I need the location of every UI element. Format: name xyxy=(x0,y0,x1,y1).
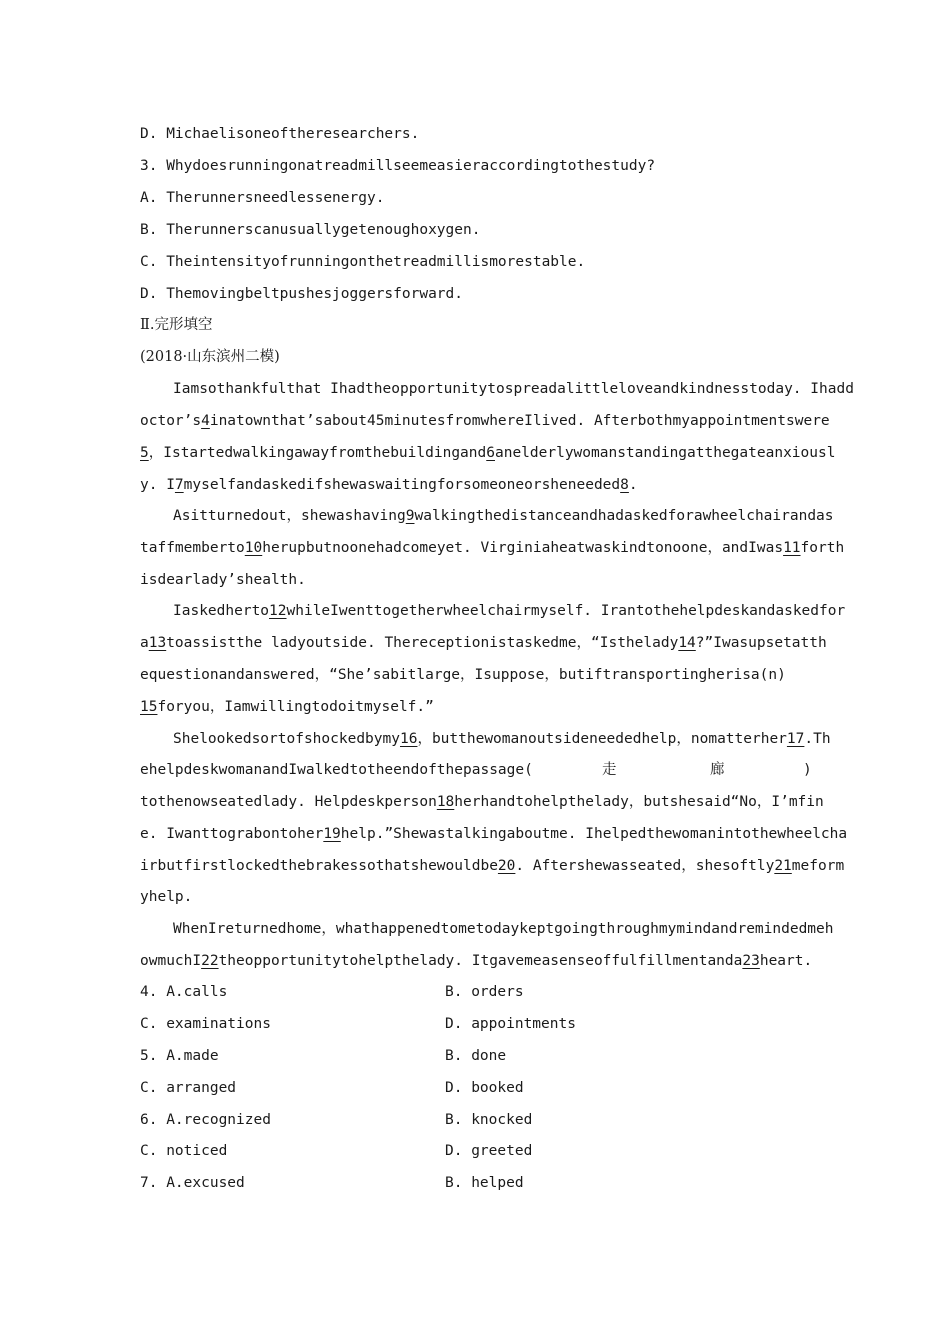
blank-5: 5 xyxy=(140,445,149,461)
option-left: C. examinations xyxy=(140,1016,271,1032)
option-left: 4. A.calls xyxy=(140,984,228,1000)
passage-line: Iaskedherto12whileIwenttogetherwheelchairmyself. Irantothehelpdeskandaskedfor xyxy=(173,603,846,619)
blank-19: 19 xyxy=(323,826,341,842)
option-row xyxy=(140,982,810,1002)
blank-13: 13 xyxy=(148,635,167,651)
blank-22: 22 xyxy=(201,953,219,969)
passage-line: a13toassistthe ladyoutside. Thereceptionistaskedme，“Isthelady14?”Iwasupsetatth xyxy=(140,635,827,651)
passage-line: yhelp. xyxy=(140,889,193,905)
passage-line: equestionandanswered，“She’sabitlarge，Isuppose，butiftransportingherisa(n) xyxy=(140,667,786,683)
passage-line: ehelpdeskwomanandIwalkedtotheendofthepassage( 走 廊 ) xyxy=(140,762,812,778)
passage-line: taffmemberto10herupbutnoonehadcomeyet. Virginiaheatwaskindtonoone，andIwas11forth xyxy=(140,540,845,556)
option-row xyxy=(140,1173,810,1193)
passage-line: y. I7myselfandaskedifshewaswaitingforsomeoneorsheneeded8. xyxy=(140,477,638,493)
option-row xyxy=(140,1014,810,1034)
passage-line: e. Iwanttograbontoher19help.”Shewastalkingaboutme. Ihelpedthewomanintothewheelcha xyxy=(140,826,848,842)
passage-line: octor’s4inatownthat’sabout45minutesfromwhereIlived. Afterbothmyappointmentswere xyxy=(140,413,830,429)
blank-21: 21 xyxy=(774,858,792,874)
q3-option-c: C. Theintensityofrunningonthetreadmillismorestable. xyxy=(140,254,586,270)
option-right: D. appointments xyxy=(445,1016,576,1032)
section-source: (2018·山东滨州二模) xyxy=(140,349,280,365)
q3-option-a: A. Therunnersneedlessenergy. xyxy=(140,190,385,206)
blank-23: 23 xyxy=(742,953,760,969)
passage-line: 5，Istartedwalkingawayfromthebuildingand6anelderlywomanstandingatthegateanxiousl xyxy=(140,445,836,461)
option-left: C. noticed xyxy=(140,1143,228,1159)
blank-6: 6 xyxy=(486,445,495,461)
blank-8: 8 xyxy=(620,477,629,493)
passage-line: Asitturnedout，shewashaving9walkingthedistanceandhadaskedforawheelchairandas xyxy=(173,508,834,524)
blank-15: 15 xyxy=(140,699,158,715)
passage-line: owmuchI22theopportunitytohelpthelady. Itgavemeasenseoffulfillmentanda23heart. xyxy=(140,953,813,969)
blank-17: 17 xyxy=(786,731,805,747)
option-left: 6. A.recognized xyxy=(140,1112,271,1128)
blank-16: 16 xyxy=(399,731,418,747)
passage-line: WhenIreturnedhome，whathappenedtometodaykeptgoingthroughmymindandremindedmeh xyxy=(173,921,834,937)
q3-stem: 3. Whydoesrunningonatreadmillseemeasieraccordingtothestudy? xyxy=(140,158,656,174)
q2-option-d: D. Michaelisoneoftheresearchers. xyxy=(140,126,420,142)
option-left: C. arranged xyxy=(140,1080,237,1096)
option-row xyxy=(140,1141,810,1161)
blank-10: 10 xyxy=(244,540,263,556)
blank-9: 9 xyxy=(405,508,415,524)
blank-18: 18 xyxy=(436,794,455,810)
option-row xyxy=(140,1046,810,1066)
q3-option-d: D. Themovingbeltpushesjoggersforward. xyxy=(140,286,464,302)
option-right: D. booked xyxy=(445,1080,524,1096)
passage-line: Shelookedsortofshockedbymy16，butthewomanoutsideneededhelp，nomatterher17.Th xyxy=(173,731,831,747)
blank-14: 14 xyxy=(678,635,696,651)
option-right: B. done xyxy=(445,1048,507,1064)
option-right: D. greeted xyxy=(445,1143,533,1159)
q3-option-b: B. Therunnerscanusuallygetenoughoxygen. xyxy=(140,222,481,238)
option-row xyxy=(140,1078,810,1098)
blank-4: 4 xyxy=(201,413,210,429)
option-right: B. helped xyxy=(445,1175,524,1191)
option-left: 5. A.made xyxy=(140,1048,219,1064)
passage-line: tothenowseatedlady. Helpdeskperson18herhandtohelpthelady，butshesaid“No，I’mfin xyxy=(140,794,824,810)
passage-line: Iamsothankfulthat Ihadtheopportunitytospreadalittleloveandkindnesstoday. Ihadd xyxy=(173,381,854,397)
option-left: 7. A.excused xyxy=(140,1175,245,1191)
option-right: B. knocked xyxy=(445,1112,533,1128)
blank-20: 20 xyxy=(497,858,516,874)
passage-line: 15foryou，Iamwillingtodoitmyself.” xyxy=(140,699,434,715)
blank-7: 7 xyxy=(174,477,184,493)
blank-12: 12 xyxy=(269,603,287,619)
section-title: Ⅱ.完形填空 xyxy=(140,317,213,333)
option-row xyxy=(140,1110,810,1130)
option-right: B. orders xyxy=(445,984,524,1000)
blank-11: 11 xyxy=(783,540,801,556)
passage-line: irbutfirstlockedthebrakessothatshewouldbe20. Aftershewasseated，shesoftly21meform xyxy=(140,858,845,874)
passage-line: isdearlady’shealth. xyxy=(140,572,306,588)
